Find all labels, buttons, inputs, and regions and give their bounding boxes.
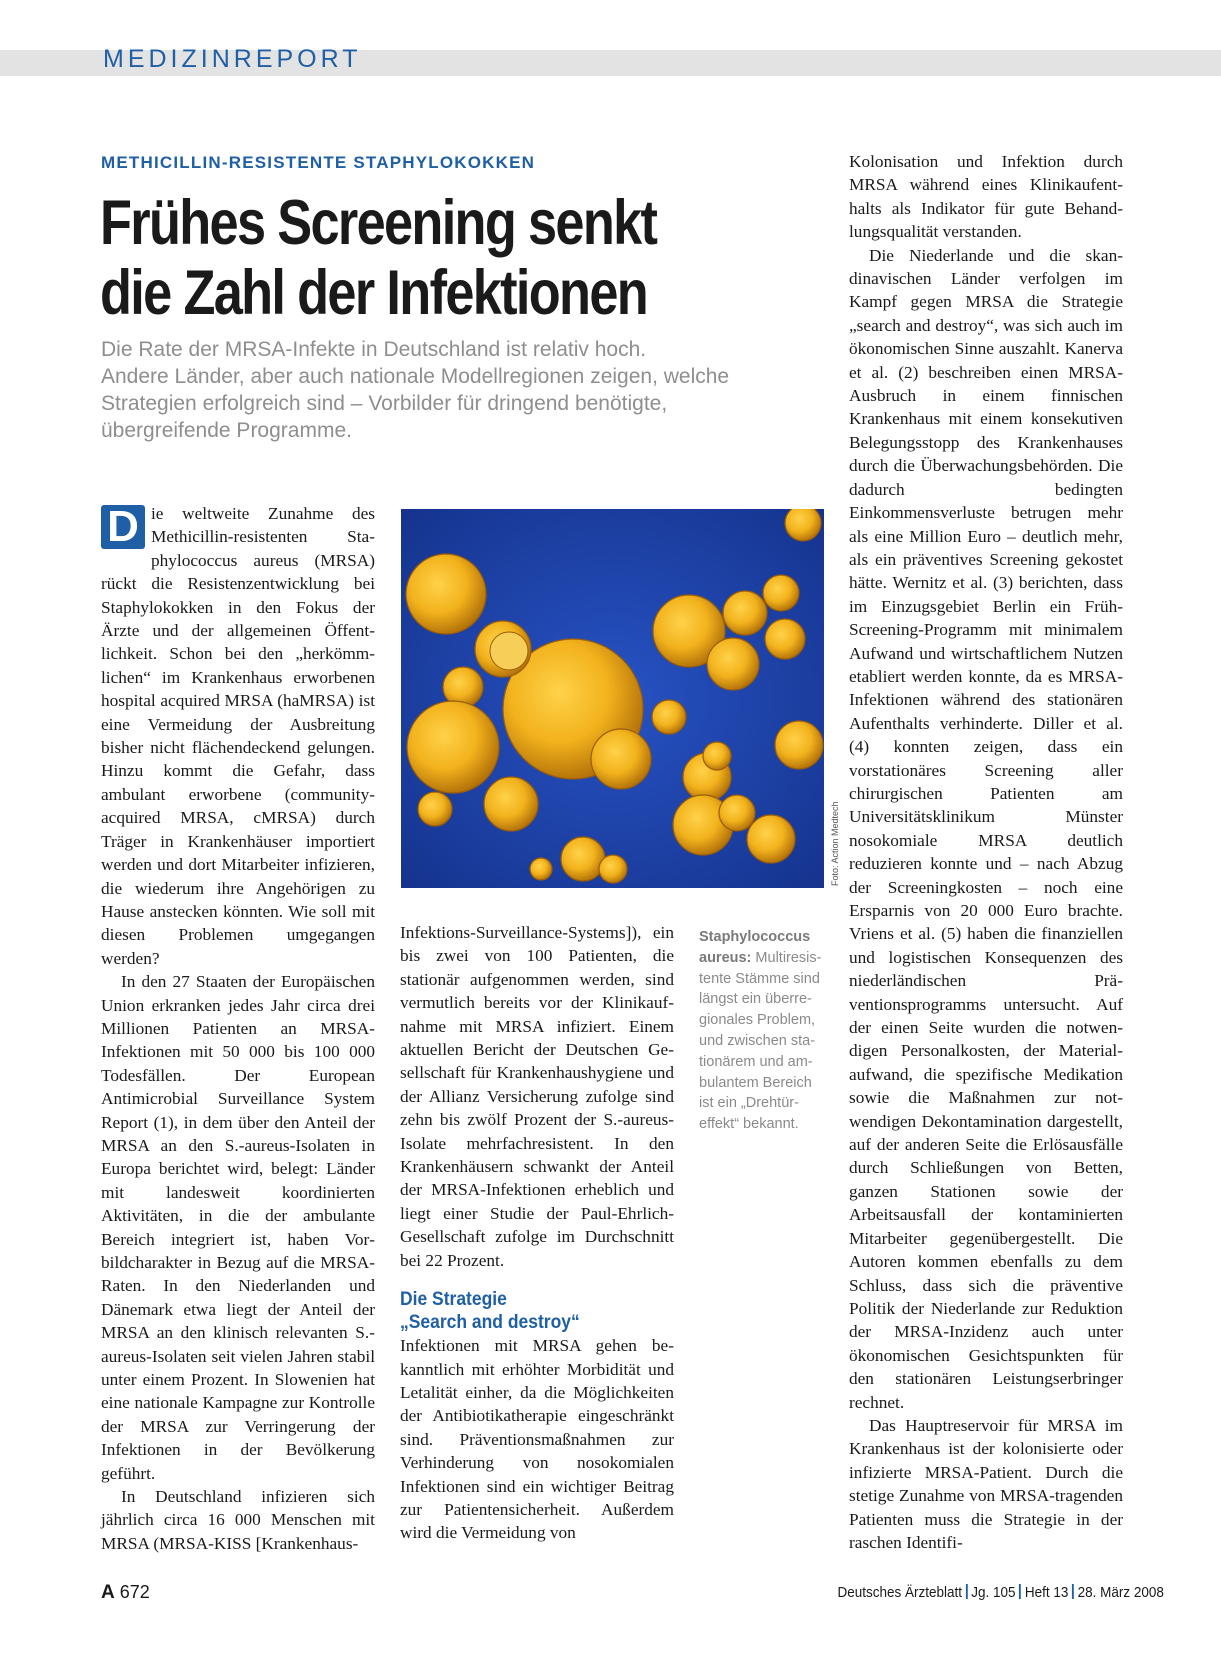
- body-paragraph: Infektionen mit MRSA gehen bekanntlich mit erhöhter Morbidität und Letalität einher, da die Möglichkeiten der Antibiotikatherapie eingeschränkt sind. Präventionsmaßnahmen zur Verhinderung von nosokomialen Infektionen sind ein wichtiger Beitrag zur Patientensicherheit. Außerdem wird die Vermeidung von: [400, 1336, 674, 1543]
- title-line-2: die Zahl der Infektionen: [100, 258, 648, 328]
- lead-line-2: Andere Länder, aber auch nationale Modellregionen zeigen, welche: [101, 365, 730, 388]
- bacteria-photo: [401, 509, 824, 888]
- caption-line: effekt“ bekannt.: [699, 1116, 799, 1133]
- title-line-1: Frühes Screening senkt: [100, 188, 657, 258]
- separator: [1019, 1584, 1021, 1599]
- subheading: [400, 1288, 676, 1334]
- photo-caption: [699, 927, 829, 1135]
- body-paragraph: Das Hauptreservoir für MRSA im Krankenhaus ist der kolonisierte oder infizierte MRSA-Patient. Durch die stetige Zunahme von MRSA-tragenden Patienten muss die Strategie in der raschen Identifi-: [849, 1415, 1123, 1552]
- caption-line: längst ein überre-: [699, 991, 812, 1008]
- lead-line-1: Die Rate der MRSA-Infekte in Deutschland ist relativ hoch.: [101, 338, 647, 361]
- journal-name: Deutsches Ärzteblatt: [837, 1585, 962, 1601]
- paragraph-text: ie weltweite Zunahme des Methicillin-resistenten Staphylococcus aureus (MRSA) rückt die Resistenzentwicklung bei Staphylokokken in den Fokus der Ärzte und der allgemeinen Öffentlichkeit. Schon bei den „herkömmlichen“ im Krankenhaus erworbenen hospital acquired MRSA (haMRSA) ist eine Vermeidung der Ausbreitung bisher nicht flächendeckend gelungen. Hinzu kommt die Gefahr, dass ambulant erworbene (community-acquired MRSA, cMRSA) durch Träger in Krankenhäuser importiert werden und dort Mitarbeiter infizieren, die wiederum ihre Angehörigen zu Hause anstecken könnten. Wie soll mit diesen Problemen umgegangen werden?: [101, 504, 375, 968]
- body-paragraph: In Deutschland infizieren sich jährlich circa 16 000 Menschen mit MRSA (MRSA-KISS [Krankenhaus-: [101, 1487, 375, 1553]
- caption-title: Staphylococcus: [699, 929, 811, 945]
- body-column-1: [101, 502, 375, 1555]
- caption-line: tionärem und am-: [699, 1053, 813, 1070]
- body-paragraph: Infektions-Surveillance-Systems]), ein bis zwei von 100 Patienten, die stationär aufgenommen werden, sind vermutlich bereits vor der Klinikaufnahme mit MRSA infiziert. Einem aktuellen Bericht der Deutschen Gesellschaft für Krankenhaushygiene und der Allianz Versicherung zufolge sind zehn bis zwölf Prozent der S.-aureus-Isolate mehrfachresistent. In den Krankenhäusern schwankt der Anteil der MRSA-Infektionen erheblich und liegt einer Studie der Paul-Ehrlich-Gesellschaft zufolge im Durchschnitt bei 22 Prozent.: [400, 923, 674, 1270]
- article-kicker: METHICILLIN-RESISTENTE STAPHYLOKOKKEN: [101, 153, 536, 172]
- body-paragraph: Die Niederlande und die skandinavischen Länder verfolgen im Kampf gegen MRSA die Strategie „search and destroy“, was sich auch im ökonomischen Sinne auszahlt. Kanerva et al. (2) beschreiben einen MRSA-Ausbruch in einem finnischen Krankenhaus mit einem konsekutiven Belegungsstopp des Krankenhauses durch die Überwachungsbehörden. Die dadurch bedingten Einkommensverluste betrugen mehr als eine Million Euro – deutlich mehr, als ein präventives Screening gekostet hätte. Wernitz et al. (3) berichten, dass im Einzugsgebiet Berlin ein Früh-Screening-Programm mit minimalem Aufwand und wirtschaftlichem Nutzen etabliert werden konnte, da es MRSA-Infektionen während des stationären Aufenthalts verhinderte. Diller et al. (4) konnten zeigen, dass ein vorstationäres Screening aller chirurgischen Patienten am Universitätsklinikum Münster nosokomiale MRSA deutlich reduzieren konnte und – nach Abzug der Screeningkosten – noch eine Ersparnis von 20 000 Euro brachte. Vriens et al. (5) haben die finanziellen und logistischen Konsequenzen des niederländischen Präventionsprogramms untersucht. Auf der einen Seite wurden die notwendigen Personalkosten, der Materialaufwand, die spezifische Medikation sowie die Maßnahmen zur notwendigen Dekontamination dargestellt, auf der anderen Seite die Erlösausfälle durch Schließungen von Betten, ganzen Stationen sowie der Arbeitsausfall der kontaminierten Mitarbeiter gegenübergestellt. Die Autoren kommen ebenfalls zu dem Schluss, dass sich die präventive Politik der Niederlande zur Reduktion der MRSA-Inzidenz auch unter ökonomischen Gesichtspunkten für den stationären Leistungserbringer rechnet.: [849, 245, 1123, 1412]
- caption-line: ist ein „Drehtür-: [699, 1095, 799, 1112]
- caption-line: und zwischen sta-: [699, 1032, 816, 1049]
- lead-line-4: übergreifende Programme.: [101, 419, 352, 442]
- separator: [966, 1584, 968, 1599]
- body-column-2: [400, 921, 674, 1545]
- subheading-line-2: „Search and destroy“: [400, 1312, 580, 1334]
- photo-credit: Foto: Action Medtech: [830, 801, 840, 886]
- staphylococcus-image: [401, 509, 824, 888]
- section-label: MEDIZINREPORT: [103, 45, 362, 73]
- subheading-line-1: Die Strategie: [400, 1289, 507, 1311]
- drop-cap: D: [101, 505, 145, 549]
- body-paragraph: In den 27 Staaten der Europäischen Union erkranken jedes Jahr circa drei Millionen Patienten an MRSA-Infektionen mit 50 000 bis 100 000 Todesfällen. Der European Antimicrobial Surveillance System Report (1), in dem über den Anteil der MRSA an den S.-aureus-Isolaten in Europa berichtet wird, belegt: Länder mit landesweit koordinierten Aktivitäten, in die der ambulante Bereich integriert ist, haben Vorbildcharakter in Bezug auf die MRSA-Raten. In den Niederlanden und Dänemark etwa liegt der Anteil der MRSA an den klinisch relevanten S.-aureus-Isolaten seit vielen Jahren stabil unter einem Prozent. In Slowenien hat eine nationale Kampagne zur Kontrolle der MRSA zur Verringerung der Infektionen in der Bevölkerung geführt.: [101, 972, 375, 1483]
- body-paragraph: [101, 502, 375, 970]
- page-prefix: A: [101, 1582, 115, 1603]
- lead-line-3: Strategien erfolgreich sind – Vorbilder für dringend benötigte,: [101, 392, 668, 415]
- journal-issue: Heft 13: [1024, 1585, 1069, 1601]
- caption-line: tente Stämme sind: [699, 970, 820, 987]
- journal-date: 28. März 2008: [1077, 1585, 1164, 1601]
- caption-line: bulantem Bereich: [699, 1074, 812, 1091]
- page-number-value: 672: [119, 1582, 150, 1602]
- caption-line: gionales Problem,: [699, 1012, 816, 1029]
- article-title: [100, 188, 681, 328]
- article-lead: [101, 336, 811, 444]
- separator: [1072, 1584, 1074, 1599]
- journal-volume: Jg. 105: [971, 1585, 1016, 1601]
- body-paragraph: Kolonisation und Infektion durch MRSA während eines Klinikaufenthalts als Indikator für gute Behandlungsqualität verstanden.: [849, 152, 1123, 242]
- journal-info: [837, 1584, 1164, 1601]
- body-column-3: [849, 150, 1123, 1554]
- caption-line: aureus: Multiresis-: [699, 949, 822, 966]
- page-number: [101, 1582, 150, 1604]
